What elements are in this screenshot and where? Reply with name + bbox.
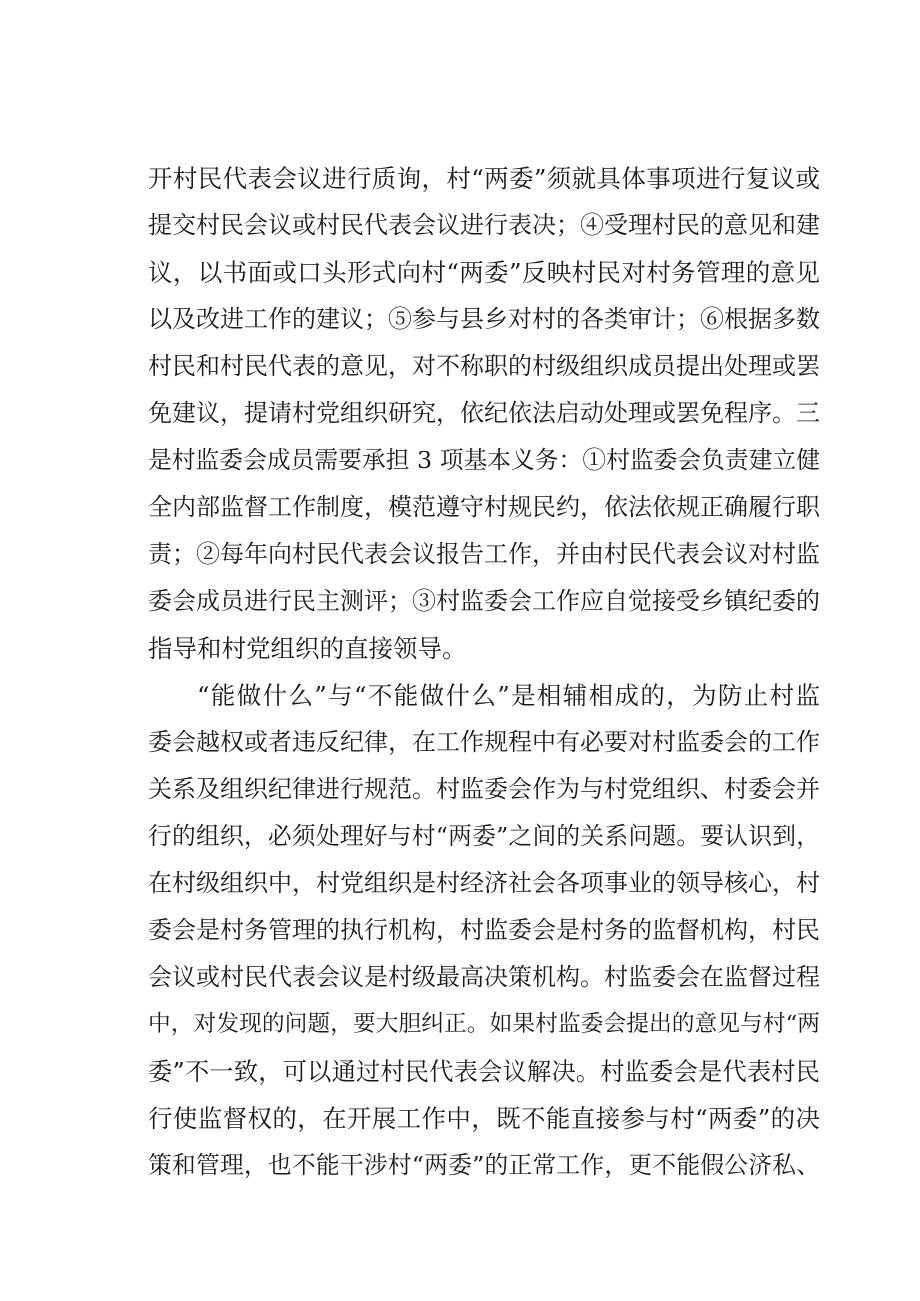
text-line: 会议或村民代表会议是村级最高决策机构。村监委会在监督过程 — [148, 963, 820, 991]
text-line: 是村监委会成员需要承担 3 项基本义务：①村监委会负责建立健 — [148, 446, 820, 474]
text-line: 开村民代表会议进行质询，村“两委”须就具体事项进行复议或 — [148, 164, 820, 193]
text-line: 关系及组织纪律进行规范。村监委会作为与村党组织、村委会并 — [148, 775, 820, 803]
text-line: 在村级组织中，村党组织是村经济社会各项事业的领导核心，村 — [148, 869, 820, 897]
text-line: 委会成员进行民主测评；③村监委会工作应自觉接受乡镇纪委的 — [148, 587, 820, 615]
text-line: 委会越权或者违反纪律，在工作规程中有必要对村监委会的工作 — [148, 728, 820, 756]
text-line: 行使监督权的，在开展工作中，既不能直接参与村“两委”的决 — [148, 1104, 820, 1133]
text-line: 行的组织，必须处理好与村“两委”之间的关系问题。要认识到， — [148, 822, 820, 850]
text-line: 全内部监督工作制度，模范遵守村规民约，依法依规正确履行职 — [148, 493, 820, 521]
text-line: 责；②每年向村民代表会议报告工作，并由村民代表会议对村监 — [148, 540, 820, 568]
text-line: 以及改进工作的建议；⑤参与县乡对村的各类审计；⑥根据多数 — [148, 305, 820, 333]
text-line: 村民和村民代表的意见，对不称职的村级组织成员提出处理或罢 — [148, 352, 820, 380]
paragraph-2 — [148, 672, 820, 1189]
text-line: 中，对发现的问题，要大胆纠正。如果村监委会提出的意见与村“两 — [148, 1011, 820, 1037]
document-body — [148, 155, 820, 1189]
text-line: 委”不一致，可以通过村民代表会议解决。村监委会是代表村民 — [148, 1057, 820, 1086]
text-line: 免建议，提请村党组织研究，依纪依法启动处理或罢免程序。三 — [148, 399, 820, 427]
text-line: 提交村民会议或村民代表会议进行表决；④受理村民的意见和建 — [148, 211, 820, 239]
text-line: “能做什么”与“不能做什么”是相辅相成的，为防止村监 — [197, 681, 820, 710]
text-line: 委会是村务管理的执行机构，村监委会是村务的监督机构，村民 — [148, 916, 820, 944]
text-line: 指导和村党组织的直接领导。 — [148, 634, 467, 663]
text-line: 议，以书面或口头形式向村“两委”反映村民对村务管理的意见 — [148, 258, 820, 287]
text-line: 策和管理，也不能干涉村“两委”的正常工作，更不能假公济私、 — [148, 1151, 820, 1179]
paragraph-1 — [148, 155, 820, 672]
